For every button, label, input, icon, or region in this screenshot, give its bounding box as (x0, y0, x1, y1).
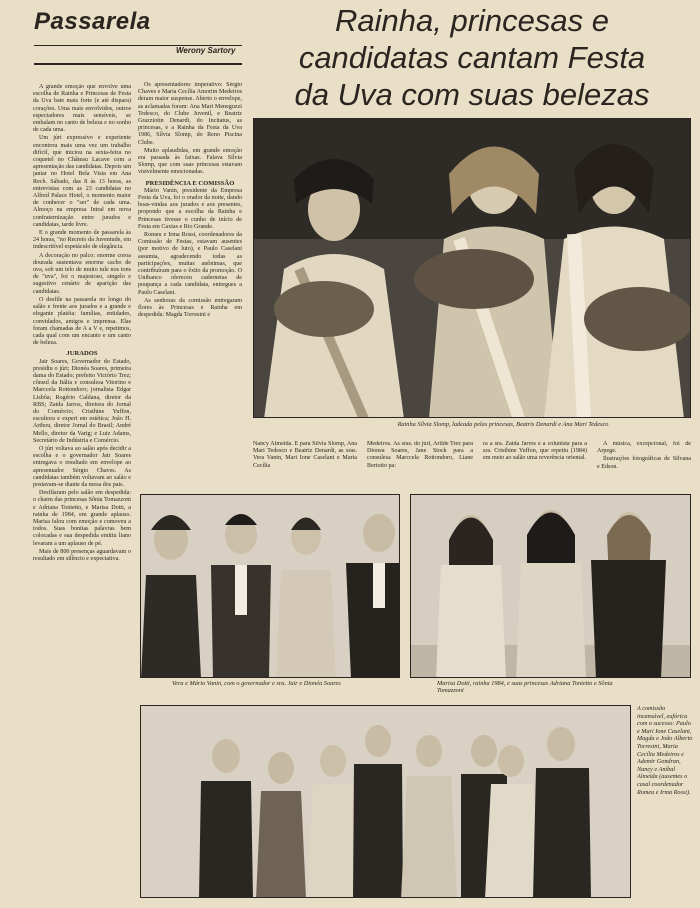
caption-vanin-photo: Vera e Mário Vanin, com o governador e sra. Jair e Dionéa Soares (172, 680, 341, 687)
col2-paragraph-4: Romeu e Irma Rossi, coordenadores da Comissão de Festas, estavam ausentes (por motivo de luto), e Paulo Caselani assumia, agradecendo todas as participações, muitas anônimas, que contribuíram para o êxito da promoção. O Unibanco ofereceu cadernetas de poupança a cada candidata, entregues a Paulo Caselani. (138, 232, 242, 296)
col2-paragraph-5: As senhoras da comissão entregaram flores às Princesas e Rainha em despedida: Magda Torresini e (138, 297, 242, 319)
caption-dotti-photo: Marisa Dotti, rainha 1984, e suas princesas Adriana Tonietto e Sônia Tomazzoni (437, 680, 613, 695)
section-rule-bottom (34, 63, 242, 65)
col2-heading-presidencia: PRESIDÊNCIA E COMISSÃO (145, 179, 235, 187)
strip-column-3: ra a sra. Zaida Jarros e a colunista para a sra. Cristhine Yuffon, que repetiu (1984) em meio ao salão uma reverência oriental. (483, 441, 587, 462)
strip-column-1: Nancy Almeida. E para Sílvia Slomp, Ana Mari Tedesco e Beatriz Denardi, as sras. Vera Vanin, Mari Ione Caselani e Maria Cecília (253, 441, 357, 469)
col1-paragraph-4: A decoração no palco: enorme coroa dourada sustentava enorme cacho de uva, sob um telo de muito tule nos tons de "uva", foi o majestoso, singelo e sugestivo cenário de aparição das candidatas. (33, 252, 131, 295)
col2-paragraph-2: Muito aplaudidas, em grande emoção era passada às faixas. Falava Sílvia Slomp, que com suas princesas estavam visivelmente emocionadas. (138, 147, 242, 176)
col2-paragraph-3: Mário Vanin, presidente da Empresa Festa da Uva, foi o orador da noite, dando boas-vindas aos jurados e aos presentes, propondo que a escolha da Rainha e Princesas tivesse o cunho de início de Festa em Caxias e Rio Grande. (138, 187, 242, 230)
col1-paragraph-8: Desfilaram pelo salão em despedida: o charm das princesas Sônia Tomazzoni e Adriana Tonietto, e Marisa Dotti, a rainha de 1984, em grande aplauso. Marisa falou com emoção e comoveu a todos. Suas bonitas palavras bem colocadas e sua despedida emitiu liano levaram a um aplauso de pé. (33, 490, 131, 547)
photo-commission (140, 705, 631, 898)
photo-queen-illustration (254, 119, 691, 418)
photo-vanin-illustration (141, 495, 400, 678)
photo-commission-illustration (141, 706, 631, 898)
col1-paragraph-6: Jair Soares, Governador do Estado, presidiu o júri; Dionéa Soares, primeira dama do Estado; prefeito Victório Trez; cônsul da Itália e consulesa Vitorino e Marccela Rottondoro; jornalista Edgar Lisbôa; Rogério Caldana, diretor da RBS; Zaida Jarros, diretora do Jornal do Comércio; Cristhine Yuffon, escultora e expert em estética; João H. Arthou, diretor Jornal do Brasil; André Mello, diretor da Varig; e Luiz Adams, Secretário de Indústria e Comércio. (33, 358, 131, 444)
article-column-2 (138, 82, 242, 480)
section-title: Passarela (34, 8, 151, 35)
photo-vanin-and-governor (140, 494, 400, 678)
col1-paragraph-3: E o grande momento de passarela às 24 horas, "no Recreio da Juventude, em indescritível espetáculo de elegância. (33, 230, 131, 251)
col1-paragraph-9: Mais de 800 presenças aguardavam o resultado em silêncio e expectativa. (33, 548, 131, 562)
caption-commission-photo: A comissão incansável, eufórica com o sucesso: Paulo e Mari Ione Caselani, Magda e João Alberto Torresini, Maria Cecília Medeiros e Ademir Gondran, Nancy e Aníbal Almeida (ausentes o casal coordenador Romeu e Irma Rossi). (637, 705, 693, 796)
article-column-1 (33, 84, 131, 904)
col1-paragraph-2: Um júri expressivo e experiente encontrou mais uma vez um trabalho difícil, que iniciou na sexta-feira no coquetel no Château Lacave com a apresentação das candidatas. Depois um jantar no Hotel Bela Vista em Ana Rech. Sábado, das 8 às 13 horas, as entrevistas com as 23 candidatas no Alfred Palace Hotel, o momento maior de conhecer o "ser" de cada uma. Almoço na empresa Intral em nova confraternização entre jurados e candidatas, tarde livre. (33, 135, 131, 228)
headline-line-3: da Uva com suas belezas (294, 77, 650, 112)
col1-paragraph-5: O desfile na passarela no longo do salão e frente aos jurados e a grande e elegante platéia: famílias, entidades, convidados, amigos e imprensa. Elas foram chamadas de A a V e, repetimos, cada qual com um encanto e um canto de beleza. (33, 296, 131, 347)
headline (262, 2, 682, 113)
strip-photo-credit: Ilustrações fotográficas de Silvana e Edson. (597, 456, 691, 470)
col2-paragraph-1: Os apresentadores imperativo: Sérgio Chaves e Maria Cecília Amorim Medeiros deram maior suspense. Aberto o envelope, as aclamadas foram: Ana Mari Meneguzzi Tedesco, do Clube Juvenil, e Beatriz Grazziotin Denardi, do Incitatus, as princesas, e a Rainha da Festa da Uva 1986, Sílvia Slomp, do Reno Piscina Clube. (138, 82, 242, 146)
strip-music-credit: A música, excepcional, foi de Arpege. (597, 441, 691, 455)
byline: Werony Sartory (176, 46, 236, 55)
photo-queen-and-princesses (253, 118, 691, 418)
photo-dotti-illustration (411, 495, 691, 678)
strip-column-2: Medeiros. Às sras. do júri, Arilde Trez para Dionea Soares, Jane Stock para a consulesa Marccela Rottondoro, Liane Bertotto pa: (367, 441, 473, 469)
headline-line-2: candidatas cantam Festa (298, 40, 646, 75)
col1-heading-jurados: JURADOS (66, 350, 98, 358)
strip-column-4 (597, 441, 691, 485)
headline-line-1: Rainha, princesas e (335, 3, 609, 38)
col1-paragraph-7: O júri voltava ao salão após decidir a escolha e o governador Jair Soares entregava o resultado em envelope ao apresentador Sérgio Chaves. As candidatas também voltavam ao salão e postavam-se diante da mesa dos pais. (33, 445, 131, 488)
col1-paragraph-1: A grande emoção que envolve uma escolha de Rainha e Princesas de Festa da Uva bate mais forte (e até dispara) corações. Uma mais envolvidos, outros espectadores mais sensíveis, se embalam no canto de beleza e no sonho de cada uma. (33, 84, 131, 134)
caption-main-photo: Rainha Sílvia Slomp, ladeada pelas princesas, Beatris Denardi e Ana Mari Tedesco (397, 421, 609, 428)
photo-marisa-dotti (410, 494, 691, 678)
